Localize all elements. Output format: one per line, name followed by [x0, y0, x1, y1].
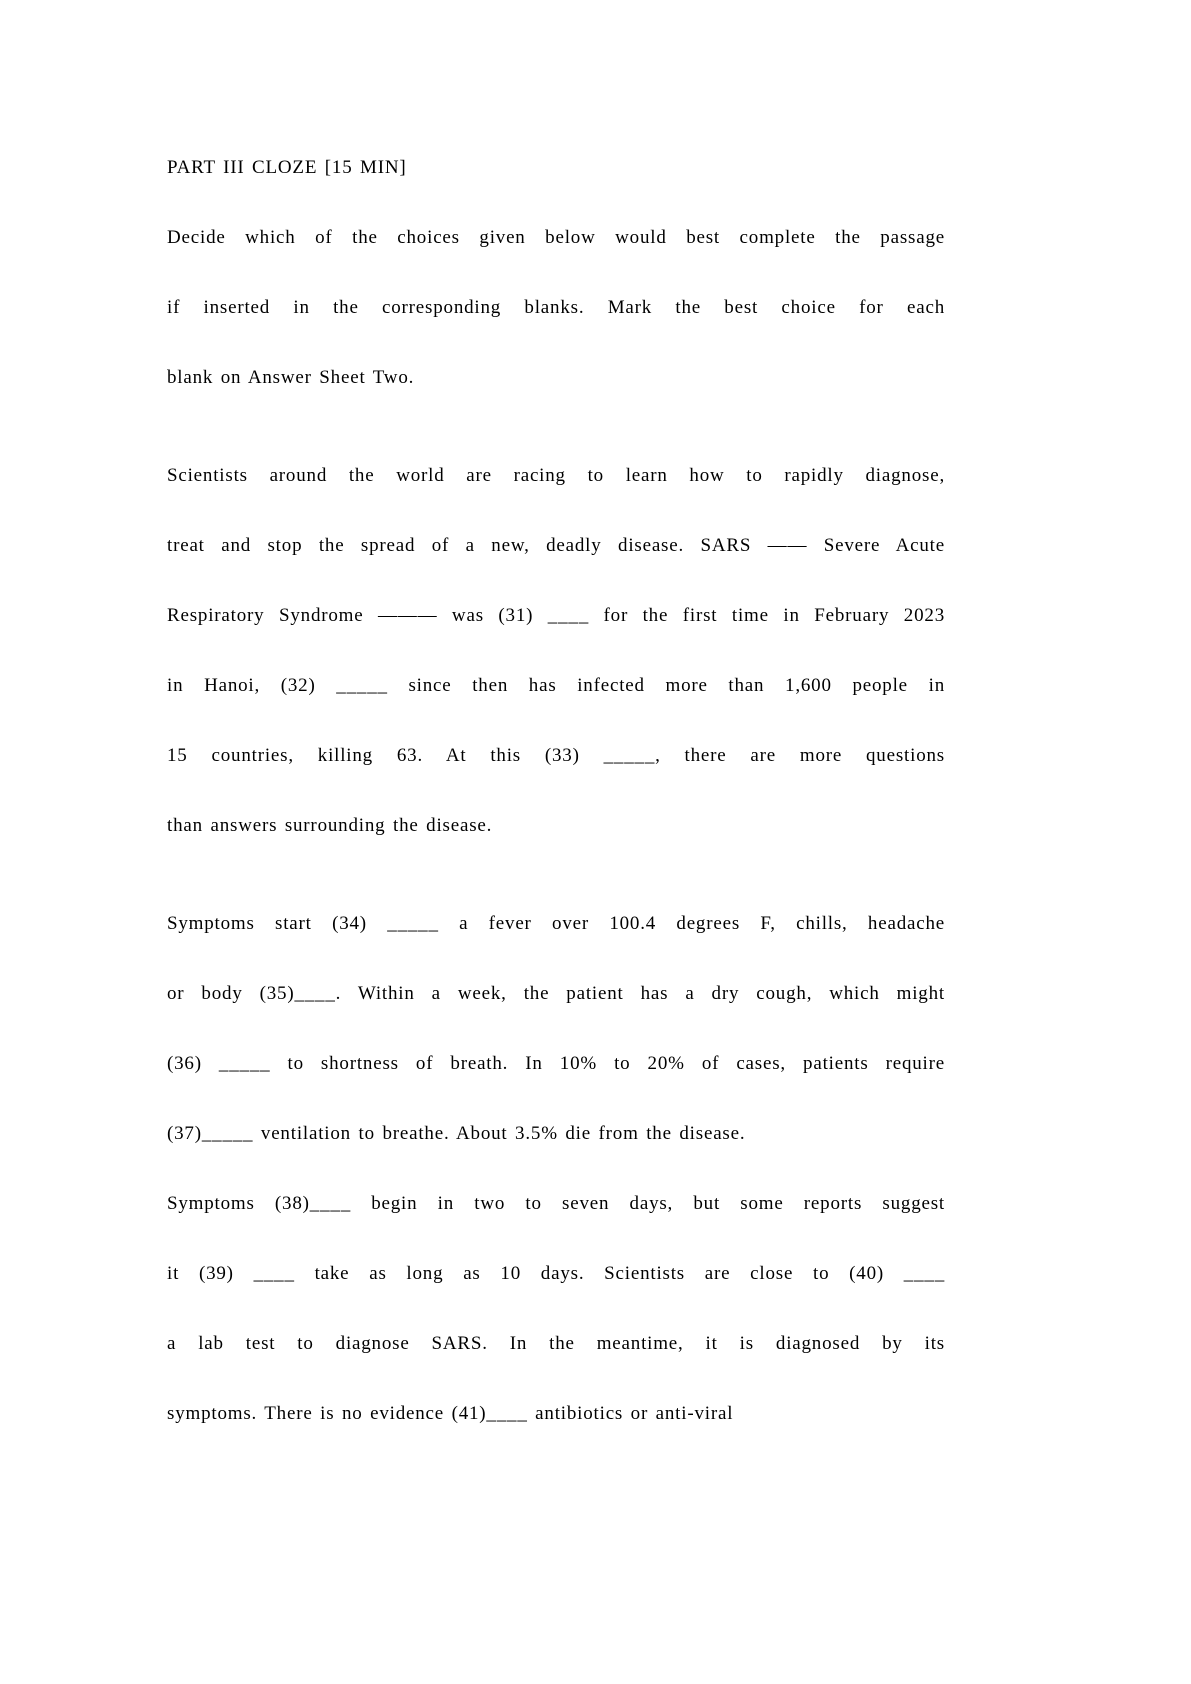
text-line: or body (35)____. Within a week, the patient has a dry cough, which might [167, 983, 945, 1004]
document-page [167, 133, 945, 1449]
text-line: Decide which of the choices given below would best complete the passage [167, 227, 945, 248]
text-line: Symptoms start (34) _____ a fever over 100.4 degrees F, chills, headache [167, 913, 945, 934]
text-line: if inserted in the corresponding blanks. Mark the best choice for each [167, 297, 945, 318]
passage-paragraph-2 [167, 889, 945, 1449]
text-line: Scientists around the world are racing to learn how to rapidly diagnose, [167, 465, 945, 486]
passage-paragraph-1 [167, 441, 945, 861]
text-line: 15 countries, killing 63. At this (33) _____, there are more questions [167, 745, 945, 766]
text-line: a lab test to diagnose SARS. In the meantime, it is diagnosed by its [167, 1333, 945, 1354]
text-line: Symptoms (38)____ begin in two to seven days, but some reports suggest [167, 1193, 945, 1214]
instructions-paragraph [167, 203, 945, 413]
section-heading: PART III CLOZE [15 MIN] [167, 157, 407, 178]
text-line: Respiratory Syndrome ——— was (31) ____ for the first time in February 2023 [167, 605, 945, 626]
section-heading-paragraph [167, 133, 945, 203]
text-line: it (39) ____ take as long as 10 days. Scientists are close to (40) ____ [167, 1263, 945, 1284]
text-line: blank on Answer Sheet Two. [167, 367, 415, 388]
text-line: (37)_____ ventilation to breathe. About 3.5% die from the disease. [167, 1123, 746, 1144]
text-line: treat and stop the spread of a new, deadly disease. SARS —— Severe Acute [167, 535, 945, 556]
text-line: than answers surrounding the disease. [167, 815, 493, 836]
text-line: in Hanoi, (32) _____ since then has infected more than 1,600 people in [167, 675, 945, 696]
text-line: (36) _____ to shortness of breath. In 10% to 20% of cases, patients require [167, 1053, 945, 1074]
text-line: symptoms. There is no evidence (41)____ antibiotics or anti-viral [167, 1403, 734, 1424]
